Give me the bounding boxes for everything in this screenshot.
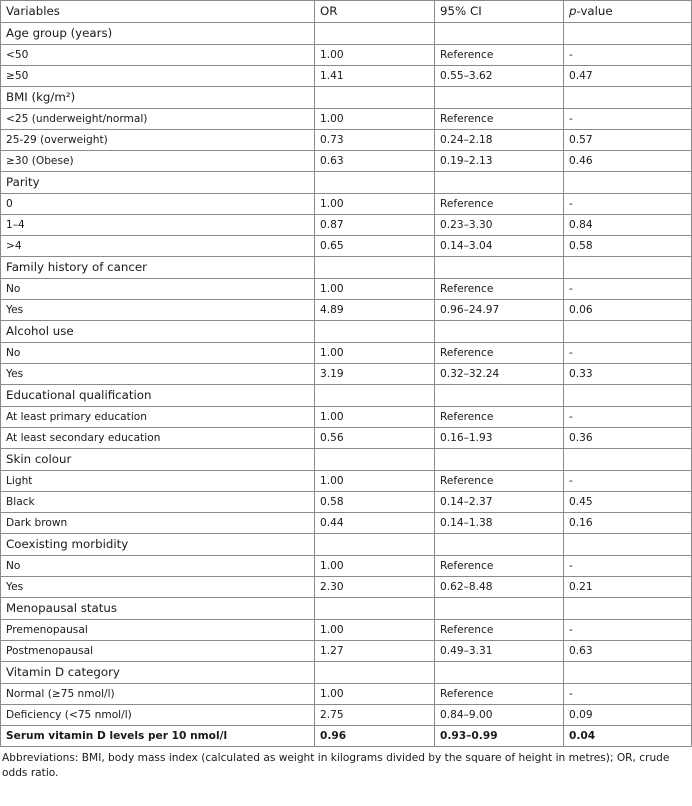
row-label: Premenopausal <box>1 620 315 641</box>
row-p-value: 0.58 <box>564 236 692 257</box>
group-label: Coexisting morbidity <box>1 534 315 556</box>
row-or: 1.00 <box>315 556 435 577</box>
group-empty-cell <box>564 87 692 109</box>
group-header-row <box>1 23 692 45</box>
row-or: 3.19 <box>315 364 435 385</box>
row-ci: Reference <box>435 109 564 130</box>
row-or: 1.00 <box>315 109 435 130</box>
row-label: Dark brown <box>1 513 315 534</box>
group-label: Vitamin D category <box>1 662 315 684</box>
group-empty-cell <box>315 598 435 620</box>
row-ci: 0.24–2.18 <box>435 130 564 151</box>
row-p-value: 0.45 <box>564 492 692 513</box>
row-ci: Reference <box>435 343 564 364</box>
row-ci: 0.32–32.24 <box>435 364 564 385</box>
row-p-value: - <box>564 194 692 215</box>
header-variables: Variables <box>1 1 315 23</box>
row-label: Deficiency (<75 nmol/l) <box>1 705 315 726</box>
group-empty-cell <box>435 662 564 684</box>
table-row <box>1 300 692 321</box>
row-label: No <box>1 556 315 577</box>
row-ci: 0.14–3.04 <box>435 236 564 257</box>
row-p-value: - <box>564 407 692 428</box>
row-p-value: - <box>564 684 692 705</box>
row-or: 0.44 <box>315 513 435 534</box>
table-row <box>1 428 692 449</box>
group-label: Menopausal status <box>1 598 315 620</box>
group-empty-cell <box>564 449 692 471</box>
row-or: 0.63 <box>315 151 435 172</box>
row-ci: 0.93–0.99 <box>435 726 564 747</box>
row-label: Black <box>1 492 315 513</box>
table-row <box>1 513 692 534</box>
row-label: >4 <box>1 236 315 257</box>
group-empty-cell <box>435 598 564 620</box>
row-or: 0.65 <box>315 236 435 257</box>
row-label: Normal (≥75 nmol/l) <box>1 684 315 705</box>
row-ci: Reference <box>435 45 564 66</box>
header-p-italic: p <box>569 4 577 18</box>
row-p-value: - <box>564 471 692 492</box>
group-header-row <box>1 534 692 556</box>
group-empty-cell <box>435 87 564 109</box>
row-p-value: 0.47 <box>564 66 692 87</box>
row-label: <25 (underweight/normal) <box>1 109 315 130</box>
group-empty-cell <box>315 449 435 471</box>
group-header-row <box>1 321 692 343</box>
row-ci: 0.14–1.38 <box>435 513 564 534</box>
group-empty-cell <box>564 172 692 194</box>
row-or: 0.96 <box>315 726 435 747</box>
row-p-value: 0.33 <box>564 364 692 385</box>
row-or: 0.58 <box>315 492 435 513</box>
row-label: No <box>1 279 315 300</box>
group-empty-cell <box>435 385 564 407</box>
table-row <box>1 705 692 726</box>
table-row <box>1 407 692 428</box>
row-p-value: - <box>564 343 692 364</box>
header-p-value <box>564 1 692 23</box>
row-ci: Reference <box>435 620 564 641</box>
table-row <box>1 641 692 662</box>
row-label: Postmenopausal <box>1 641 315 662</box>
row-ci: Reference <box>435 407 564 428</box>
row-ci: 0.19–2.13 <box>435 151 564 172</box>
row-label: <50 <box>1 45 315 66</box>
table-row-serum-vitamin-d <box>1 726 692 747</box>
table-row <box>1 130 692 151</box>
table-row <box>1 194 692 215</box>
group-empty-cell <box>315 172 435 194</box>
table-row <box>1 492 692 513</box>
group-empty-cell <box>564 23 692 45</box>
group-header-row <box>1 598 692 620</box>
row-or: 1.00 <box>315 194 435 215</box>
row-p-value: 0.57 <box>564 130 692 151</box>
row-label: Light <box>1 471 315 492</box>
group-empty-cell <box>435 449 564 471</box>
row-or: 1.00 <box>315 684 435 705</box>
group-empty-cell <box>315 87 435 109</box>
row-label: 25-29 (overweight) <box>1 130 315 151</box>
table-footnote: Abbreviations: BMI, body mass index (calculated as weight in kilograms divided by the square of height in metres); OR, crude odds ratio. <box>2 752 670 779</box>
row-label: 0 <box>1 194 315 215</box>
table-row <box>1 684 692 705</box>
row-ci: 0.62–8.48 <box>435 577 564 598</box>
row-p-value: 0.84 <box>564 215 692 236</box>
group-label: Educational qualification <box>1 385 315 407</box>
row-ci: Reference <box>435 471 564 492</box>
row-label: Yes <box>1 364 315 385</box>
row-label: At least secondary education <box>1 428 315 449</box>
row-p-value: 0.04 <box>564 726 692 747</box>
row-p-value: 0.46 <box>564 151 692 172</box>
group-empty-cell <box>435 23 564 45</box>
header-or: OR <box>315 1 435 23</box>
row-label: ≥30 (Obese) <box>1 151 315 172</box>
group-header-row <box>1 257 692 279</box>
row-label: No <box>1 343 315 364</box>
row-label: At least primary education <box>1 407 315 428</box>
group-label: Family history of cancer <box>1 257 315 279</box>
group-header-row <box>1 449 692 471</box>
table-row <box>1 236 692 257</box>
row-p-value: 0.16 <box>564 513 692 534</box>
group-empty-cell <box>315 257 435 279</box>
row-or: 0.73 <box>315 130 435 151</box>
table-row <box>1 151 692 172</box>
row-or: 2.30 <box>315 577 435 598</box>
group-header-row <box>1 172 692 194</box>
group-empty-cell <box>564 598 692 620</box>
row-p-value: - <box>564 620 692 641</box>
table-row <box>1 66 692 87</box>
row-ci: 0.49–3.31 <box>435 641 564 662</box>
group-empty-cell <box>435 172 564 194</box>
group-empty-cell <box>564 662 692 684</box>
group-label: Skin colour <box>1 449 315 471</box>
row-label: Serum vitamin D levels per 10 nmol/l <box>1 726 315 747</box>
group-label: Age group (years) <box>1 23 315 45</box>
row-ci: Reference <box>435 279 564 300</box>
row-ci: Reference <box>435 194 564 215</box>
row-label: 1–4 <box>1 215 315 236</box>
table-row <box>1 620 692 641</box>
group-empty-cell <box>315 321 435 343</box>
group-empty-cell <box>564 385 692 407</box>
row-or: 1.00 <box>315 343 435 364</box>
row-p-value: - <box>564 45 692 66</box>
header-p-rest: -value <box>576 4 613 18</box>
row-p-value: - <box>564 279 692 300</box>
group-label: Alcohol use <box>1 321 315 343</box>
row-or: 1.00 <box>315 620 435 641</box>
row-p-value: 0.09 <box>564 705 692 726</box>
row-label: Yes <box>1 300 315 321</box>
table-row <box>1 343 692 364</box>
row-or: 1.41 <box>315 66 435 87</box>
group-empty-cell <box>315 385 435 407</box>
group-empty-cell <box>564 257 692 279</box>
row-or: 4.89 <box>315 300 435 321</box>
row-ci: 0.16–1.93 <box>435 428 564 449</box>
group-empty-cell <box>564 534 692 556</box>
row-label: Yes <box>1 577 315 598</box>
table-row <box>1 364 692 385</box>
row-or: 1.00 <box>315 471 435 492</box>
row-p-value: - <box>564 109 692 130</box>
table-row <box>1 45 692 66</box>
group-empty-cell <box>435 257 564 279</box>
row-or: 1.00 <box>315 45 435 66</box>
row-ci: Reference <box>435 556 564 577</box>
group-empty-cell <box>315 662 435 684</box>
row-ci: 0.84–9.00 <box>435 705 564 726</box>
group-empty-cell <box>315 23 435 45</box>
group-empty-cell <box>315 534 435 556</box>
row-or: 1.00 <box>315 407 435 428</box>
group-empty-cell <box>435 321 564 343</box>
table-body <box>1 1 692 747</box>
row-p-value: - <box>564 556 692 577</box>
row-ci: 0.23–3.30 <box>435 215 564 236</box>
group-header-row <box>1 662 692 684</box>
row-or: 1.00 <box>315 279 435 300</box>
row-p-value: 0.21 <box>564 577 692 598</box>
row-ci: Reference <box>435 684 564 705</box>
table-row <box>1 577 692 598</box>
row-or: 1.27 <box>315 641 435 662</box>
group-empty-cell <box>564 321 692 343</box>
row-ci: 0.14–2.37 <box>435 492 564 513</box>
row-ci: 0.55–3.62 <box>435 66 564 87</box>
row-p-value: 0.36 <box>564 428 692 449</box>
row-or: 2.75 <box>315 705 435 726</box>
row-p-value: 0.63 <box>564 641 692 662</box>
group-label: Parity <box>1 172 315 194</box>
table-row <box>1 471 692 492</box>
table-row <box>1 109 692 130</box>
row-or: 0.56 <box>315 428 435 449</box>
row-p-value: 0.06 <box>564 300 692 321</box>
table-row <box>1 215 692 236</box>
header-ci: 95% CI <box>435 1 564 23</box>
group-empty-cell <box>435 534 564 556</box>
row-ci: 0.96–24.97 <box>435 300 564 321</box>
row-or: 0.87 <box>315 215 435 236</box>
group-label: BMI (kg/m²) <box>1 87 315 109</box>
group-header-row <box>1 87 692 109</box>
table-row <box>1 556 692 577</box>
table-header-row <box>1 1 692 23</box>
table-row <box>1 279 692 300</box>
row-label: ≥50 <box>1 66 315 87</box>
group-header-row <box>1 385 692 407</box>
